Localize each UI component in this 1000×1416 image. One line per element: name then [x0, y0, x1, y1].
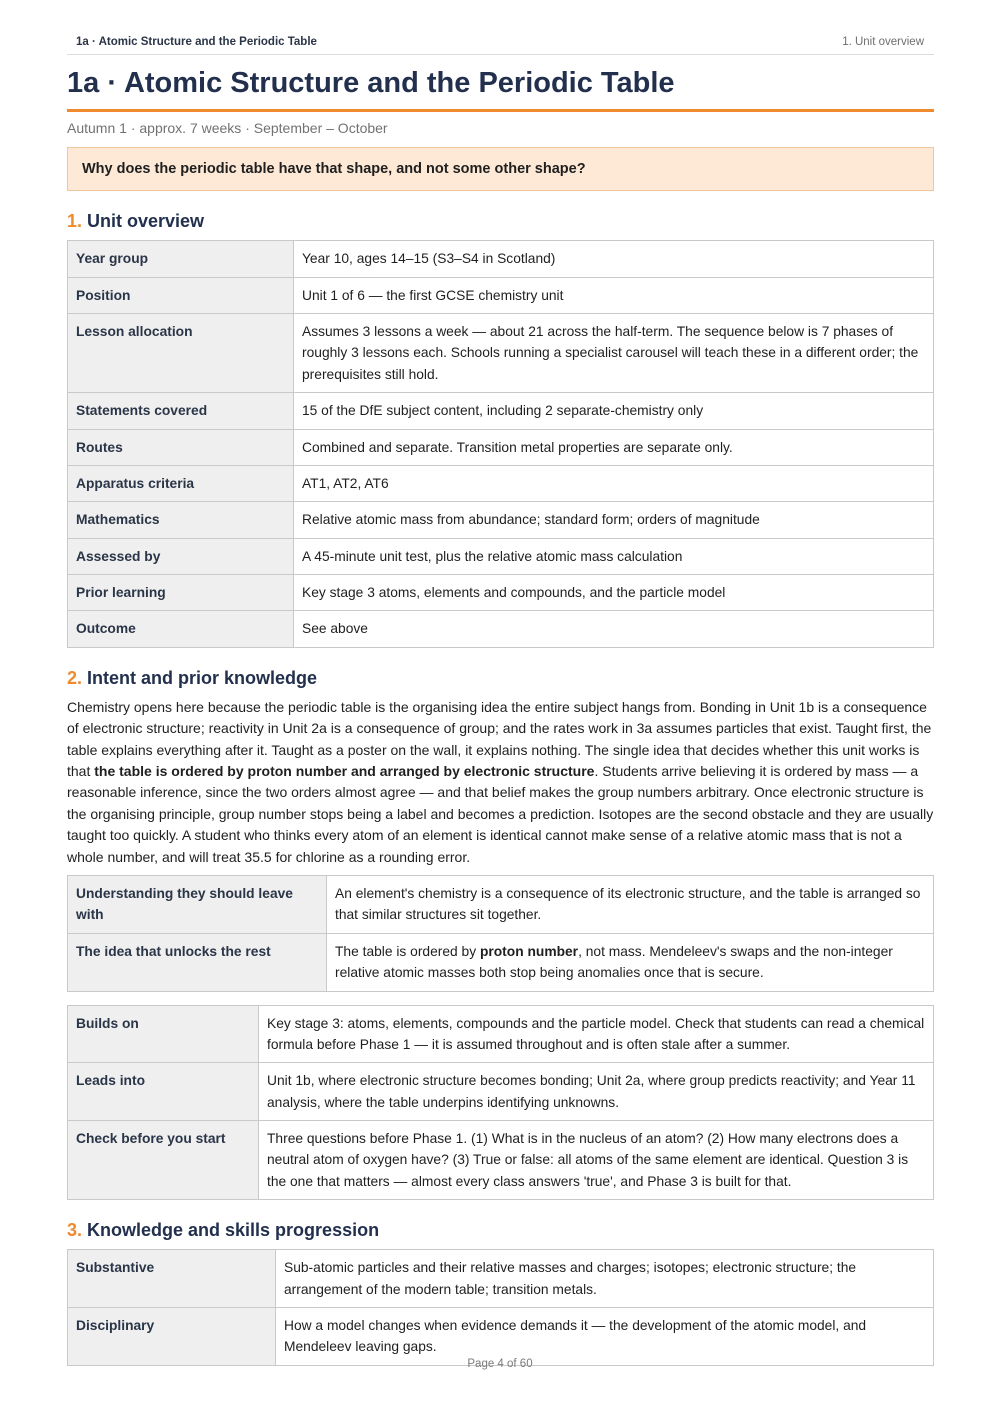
row-label: The idea that unlocks the rest	[68, 933, 327, 991]
row-value: A 45-minute unit test, plus the relative atomic mass calculation	[294, 538, 934, 574]
table-row	[68, 1250, 934, 1308]
section-title: Unit overview	[87, 211, 205, 232]
table-row	[68, 241, 934, 277]
section-title: Knowledge and skills progression	[87, 1220, 380, 1241]
table-row	[68, 465, 934, 501]
row-value-text: , not mass. Mendeleev's swaps and the non-integer relative atomic masses both stop being anomalies once that is secure.	[335, 943, 893, 981]
document-page	[67, 36, 934, 1366]
row-value: Key stage 3 atoms, elements and compounds, and the particle model	[294, 575, 934, 611]
paragraph-emphasis: the table is ordered by proton number and arranged by electronic structure	[94, 763, 595, 780]
table-row	[68, 1121, 934, 1200]
row-value: How a model changes when evidence demands it — the development of the atomic model, and Mendeleev leaving gaps.	[276, 1307, 934, 1365]
running-header	[67, 36, 934, 55]
row-label: Prior learning	[68, 575, 294, 611]
table-row	[68, 1063, 934, 1121]
row-value-text: The table is ordered by	[335, 943, 480, 959]
table-row	[68, 1005, 934, 1063]
intent-paragraph	[67, 697, 934, 868]
table-row	[68, 933, 934, 991]
row-value: Assumes 3 lessons a week — about 21 across the half-term. The sequence below is 7 phases of roughly 3 lessons each. Schools running a specialist carousel will teach these in a different order; the prerequisites still hold.	[294, 314, 934, 393]
page-title: 1a · Atomic Structure and the Periodic Table	[67, 67, 934, 112]
row-label: Position	[68, 277, 294, 313]
running-header-unit: 1a · Atomic Structure and the Periodic Table	[76, 36, 317, 48]
row-value: Relative atomic mass from abundance; standard form; orders of magnitude	[294, 502, 934, 538]
row-value: Unit 1 of 6 — the first GCSE chemistry unit	[294, 277, 934, 313]
row-label: Apparatus criteria	[68, 465, 294, 501]
row-value: AT1, AT2, AT6	[294, 465, 934, 501]
row-value: Three questions before Phase 1. (1) What is in the nucleus of an atom? (2) How many electrons does a neutral atom of oxygen have? (3) True or false: all atoms of the same element are identical. Question 3 is the one that matters — almost every class answers 'true', and Phase 3 is built for that.	[259, 1121, 934, 1200]
progression-table	[67, 1249, 934, 1366]
row-value: See above	[294, 611, 934, 647]
row-label: Disciplinary	[68, 1307, 276, 1365]
row-label: Builds on	[68, 1005, 259, 1063]
row-label: Understanding they should leave with	[68, 876, 327, 934]
table-row	[68, 393, 934, 429]
table-row	[68, 538, 934, 574]
row-value: Sub-atomic particles and their relative masses and charges; isotopes; electronic structure; the arrangement of the modern table; transition metals.	[276, 1250, 934, 1308]
row-value: Key stage 3: atoms, elements, compounds and the particle model. Check that students can read a chemical formula before Phase 1 — it is assumed throughout and is often stale after a summer.	[259, 1005, 934, 1063]
section-heading-progression	[67, 1220, 934, 1241]
row-value: Combined and separate. Transition metal properties are separate only.	[294, 429, 934, 465]
table-row	[68, 1307, 934, 1365]
row-label: Outcome	[68, 611, 294, 647]
section-title: Intent and prior knowledge	[87, 667, 318, 688]
running-header-section: 1. Unit overview	[842, 36, 924, 48]
table-row	[68, 502, 934, 538]
row-value: 15 of the DfE subject content, including 2 separate-chemistry only	[294, 393, 934, 429]
links-table	[67, 1005, 934, 1201]
row-value	[327, 933, 934, 991]
row-label: Assessed by	[68, 538, 294, 574]
page-subtitle: Autumn 1 · approx. 7 weeks · September – October	[67, 120, 388, 137]
paragraph-text: Chemistry opens here because the periodic table is the organising idea the entire subject hangs from. Bonding in Unit 1b is a consequence of electronic structure; reactivity in Unit 2a is a consequence of group; and the rates work in 3a assumes particles that exist. Taught first, the table explains everything after it. Taught as a poster on the wall, it explains nothing. The single idea that decides whether this unit works is that	[67, 698, 932, 780]
unit-overview-table	[67, 240, 934, 648]
section-number: 1.	[67, 211, 83, 232]
table-row	[68, 277, 934, 313]
row-value: An element's chemistry is a consequence of its electronic structure, and the table is arranged so that similar structures sit together.	[327, 876, 934, 934]
row-value: Year 10, ages 14–15 (S3–S4 in Scotland)	[294, 241, 934, 277]
section-number: 3.	[67, 1220, 83, 1241]
row-label: Substantive	[68, 1250, 276, 1308]
row-label: Routes	[68, 429, 294, 465]
paragraph-text: . Students arrive believing it is ordered by mass — a reasonable inference, since the two orders almost agree — and that belief makes the group numbers arbitrary. Once electronic structure is the organising principle, group number stops being a label and becomes a prediction. Isotopes are the second obstacle and they are usually taught too quickly. A student who thinks every atom of an element is identical cannot make sense of a relative atomic mass that is not a whole number, and will treat 35.5 for chlorine as a rounding error.	[67, 763, 934, 865]
table-row	[68, 575, 934, 611]
intent-table	[67, 875, 934, 992]
key-question-box	[67, 147, 934, 191]
section-heading-intent	[67, 668, 934, 689]
row-label: Leads into	[68, 1063, 259, 1121]
page-footer	[0, 1358, 1000, 1370]
row-label: Check before you start	[68, 1121, 259, 1200]
section-number: 2.	[67, 667, 83, 688]
row-label: Year group	[68, 241, 294, 277]
table-row	[68, 429, 934, 465]
row-label: Lesson allocation	[68, 314, 294, 393]
row-label: Mathematics	[68, 502, 294, 538]
table-row	[68, 611, 934, 647]
row-value-emphasis: proton number	[479, 943, 579, 959]
section-heading-unit-overview	[67, 211, 934, 232]
row-label: Statements covered	[68, 393, 294, 429]
page-number: Page 4 of 60	[467, 1358, 533, 1370]
table-row	[68, 876, 934, 934]
row-value: Unit 1b, where electronic structure becomes bonding; Unit 2a, where group predicts reactivity; and Year 11 analysis, where the table underpins identifying unknowns.	[259, 1063, 934, 1121]
table-row	[68, 314, 934, 393]
key-question-text: Why does the periodic table have that shape, and not some other shape?	[82, 161, 586, 178]
